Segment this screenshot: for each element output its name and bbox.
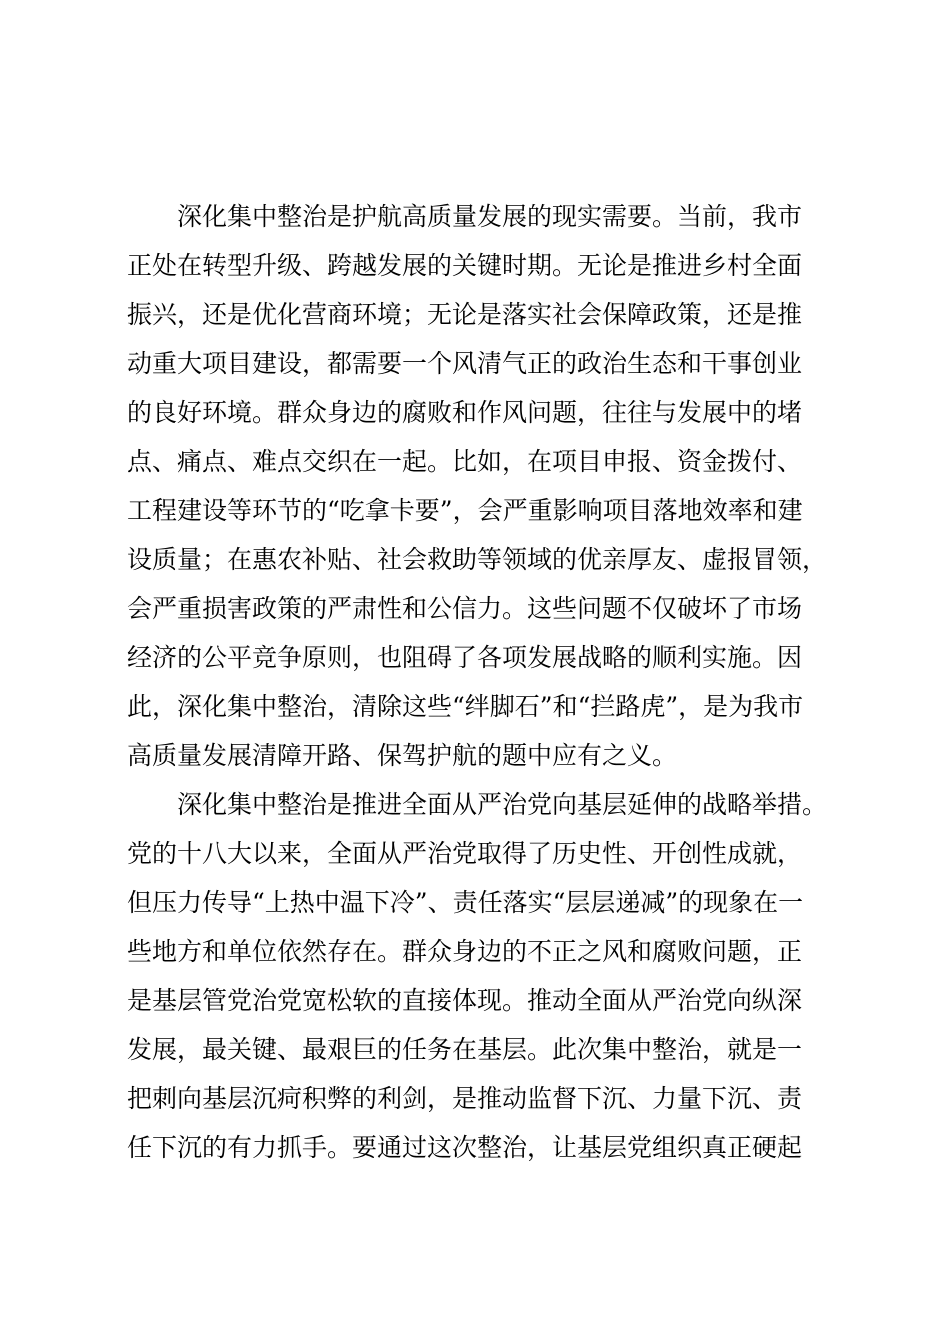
text-line: 把刺向基层沉疴积弊的利剑，是推动监督下沉、力量下沉、责 (127, 1084, 803, 1113)
text-line: 动重大项目建设，都需要一个风清气正的政治生态和干事创业 (127, 349, 803, 378)
text-line: 的良好环境。群众身边的腐败和作风问题，往往与发展中的堵 (127, 398, 803, 427)
text-line: 深化集中整治是护航高质量发展的现实需要。当前，我市 (177, 202, 803, 231)
text-line: 正处在转型升级、跨越发展的关键时期。无论是推进乡村全面 (127, 251, 803, 280)
text-line: 些地方和单位依然存在。群众身边的不正之风和腐败问题，正 (127, 937, 803, 966)
paragraph-1 (127, 192, 857, 780)
text-line: 经济的公平竞争原则，也阻碍了各项发展战略的顺利实施。因 (127, 643, 803, 672)
document-body (127, 192, 857, 1172)
text-line: 高质量发展清障开路、保驾护航的题中应有之义。 (127, 741, 678, 770)
text-line: 会严重损害政策的严肃性和公信力。这些问题不仅破坏了市场 (127, 594, 803, 623)
text-line: 任下沉的有力抓手。要通过这次整治，让基层党组织真正硬起 (127, 1133, 803, 1162)
text-line: 是基层管党治党宽松软的直接体现。推动全面从严治党向纵深 (127, 986, 803, 1015)
text-line: 但压力传导“上热中温下冷”、责任落实“层层递减”的现象在一 (127, 888, 804, 917)
text-line: 发展，最关键、最艰巨的任务在基层。此次集中整治，就是一 (127, 1035, 803, 1064)
text-line: 工程建设等环节的“吃拿卡要”，会严重影响项目落地效率和建 (127, 496, 803, 525)
text-line: 深化集中整治是推进全面从严治党向基层延伸的战略举措。 (177, 790, 828, 819)
text-line: 此，深化集中整治，清除这些“绊脚石”和“拦路虎”，是为我市 (127, 692, 804, 721)
text-line: 振兴，还是优化营商环境；无论是落实社会保障政策，还是推 (127, 300, 803, 329)
text-line: 点、痛点、难点交织在一起。比如，在项目申报、资金拨付、 (127, 447, 803, 476)
text-line: 设质量；在惠农补贴、社会救助等领域的优亲厚友、虚报冒领， (127, 545, 828, 574)
paragraph-2 (127, 780, 857, 1172)
text-line: 党的十八大以来，全面从严治党取得了历史性、开创性成就， (127, 839, 803, 868)
